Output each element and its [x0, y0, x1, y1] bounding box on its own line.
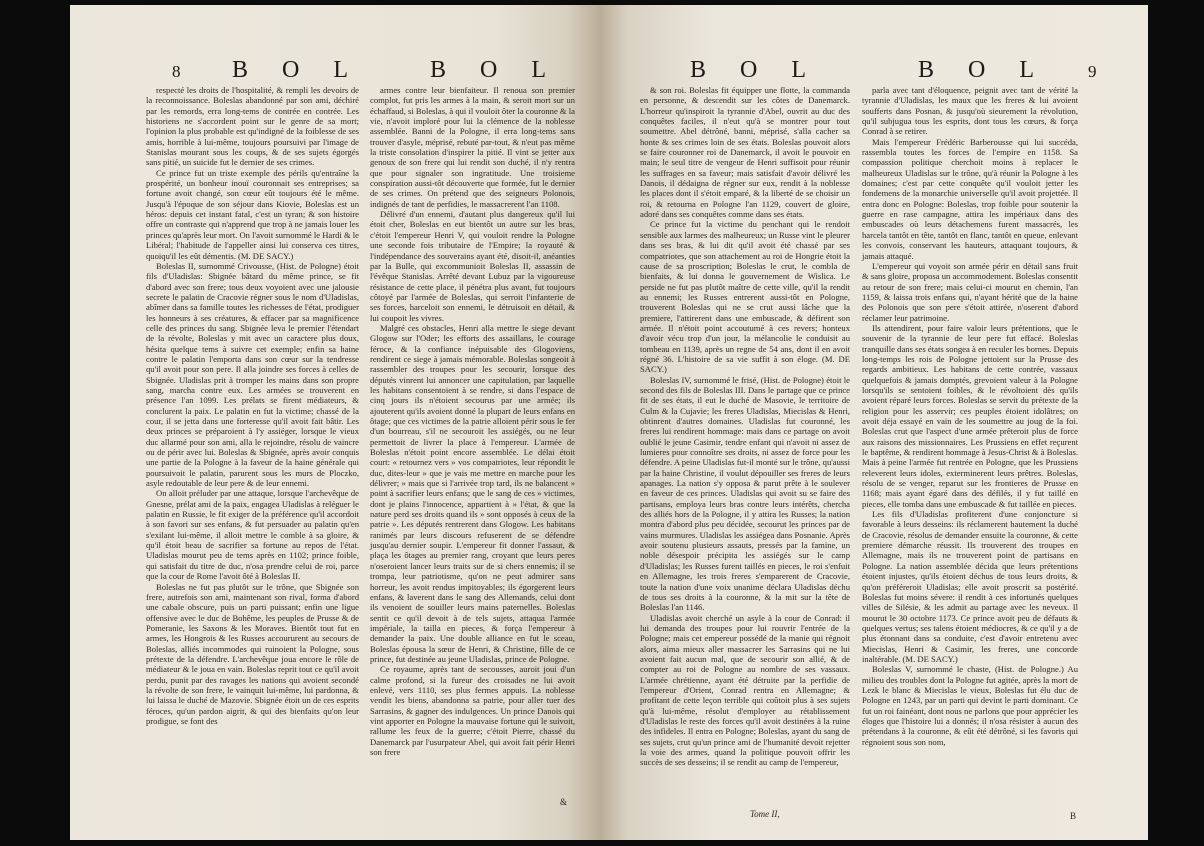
paragraph: armes contre leur bienfaiteur. Il renoua son premier complot, fut pris les armes à la main, & seroit mort sur un échaffaud, si Boleslas, à qui il vouloit ôter la couronne & la vie, n'avoit imploré pour lui la clémence de la noblesse assemblée. Banni de la Pologne, il erra long-tems sans trouver d'asyle, méprisé, rebuté par-tout, & n'eut pas même la triste consolation d'inspirer la pitié. Il vint se jetter aux genoux de son frere qui lui rendit son duché, il n'y rentra que pour signaler son ingratitude. Une troisieme conspiration aussi-tôt découverte que formée, fut le dernier de ses crimes. On prétend que des seigneurs Polonois, indignés de tant de perfidies, le massacrerent l'an 1108. — [370, 85, 575, 209]
paragraph: Uladislas avoit cherché un asyle à la cour de Conrad: il lui demanda des troupes pour lui rouvrir l'entrée de la Pologne; mais cet empereur possédé de la manie qui régnoit alors, aima mieux aller massacrer les Sarrasins qui ne lui avoient fait aucun mal, que de secourir son allié, & de compter au roi de Pologne au nombre de ses vassaux. L'armée chrétienne, ayant été détruite par la perfidie de l'empereur d'Orient, Conrad rentra en Allemagne; & profitant de cette leçon terrible qui coûtoit plus à ses sujets qu'à lui-même, résolut d'employer au rétablissement d'Uladislas le reste des forces qu'il avoit destinées à la ruine des infideles. Il entra en Pologne; Boleslas, ayant du sang de ses sujets, crut qu'un prince ami de l'humanité devoit rejetter la voie des armes, quand la politique pouvoit offrir les succès de ses desseins; il se rendit au camp de l'empereur, — [640, 612, 850, 768]
paragraph: Mais l'empereur Frédéric Barberousse qui lui succéda, rassembla toutes les forces de l'empire en 1158. Sa compassion politique cherchoit moins à replacer le malheureux Uladislas sur le trône, qu'à réunir la Pologne à les domaines; c'est par cette conquête qu'il vouloit jetter les fondemens de la monarchie universelle qu'il avoit projettée. Il entra donc en Pologne: Boleslas, trop foible pour soutenir la guerre en rase campagne, attira les impériaux dans des embuscades où leurs détachemens furent massacrés, les harcela tantôt en tête, tantôt en flanc, tantôt en queue, enlevant les convois, conservant les hauteurs, attaquant toujours, & jamais attaqué. — [862, 136, 1078, 261]
right-page — [600, 5, 1148, 840]
paragraph: L'empereur qui voyoit son armée périr en détail sans fruit & sans gloire, proposa un accommodement. Boleslas consentit au retour de son frere; mais celui-ci mourut en chemin, l'an 1159, & laissa trois enfans qui, n'ayant hérité que de la haine des Polonois que son pere s'étoit attirée, n'oserent d'abord réclamer leur patrimoine. — [862, 260, 1078, 323]
paragraph: Ils attendirent, pour faire valoir leurs prétentions, que le souvenir de la tyrannie de leur pere fut effacé. Boleslas tranquille dans ses états songea à en reculer les bornes. Depuis long-temps les rois de Pologne jettoient sur la Prusse des regards ambitieux. Les habitans de cette contrée, vassaux quelquefois & jamais domptés, grevoient valeur à la Pologne lorsqu'ils se sentoient foibles, & le révoltoient dès qu'ils avoient réparé leurs forces. Boleslas se servit du prétexte de la religion pour les asservir; ces peuples étoient idolâtres; on avoit déja essayé en vain de les soumettre au joug de la foi. Boleslas crut que l'aspect d'une armée prêteroit plus de force aux raisons des missionnaires. Les Prussiens en effet reçurent le baptême, & rendirent hommage à Jesus-Christ & à Boleslas. Mais à peine l'armée fut rentrée en Pologne, que les Prussiens releverent leurs idoles, exterminerent leurs prêtres. Boleslas, résolu de se venger, reparut sur les frontieres de Prusse en 1168; mais ayant égaré dans des défilés, il y fut taillé en pieces, elle tomba dans une embuscade & fut taillée en pieces. — [862, 322, 1078, 509]
catchword: B — [1070, 811, 1077, 821]
running-head: B O L — [918, 57, 1048, 83]
left-page — [70, 5, 600, 840]
paragraph: Boleslas IV, surnommé le frisé, (Hist. de Pologne) étoit le second des fils de Boleslas III. Dans le partage que ce prince fit de ses états, il eut le duché de Masovie, le territoire de Culm & la Cujavie; les freres Uladislas, Miecislas & Henri, obtinrent d'autres domaines. Uladislas fut couronné, les freres lui rendirent hommage: mais dans ce partage on avoit oublié le jeune Casimir, tendre enfant qui n'avoit ni assez de lumieres pour connoître ses droits, ni assez de force pour les défendre. A peine Uladislas fut-il monté sur le trône, qu'aussi par la haine Christine, il voulut dépouiller ses freres de leurs apanages. La nation s'y opposa & parut prête à le soulever en faveur de ces princes. Uladislas qui avoit su se faire des partisans, employa leurs bras contre leurs intérêts, chercha des alliés hors de la Pologne, il y attira les Russes; la nation montra d'abord plus peu décidée, secourut les princes par de vains murmures. Uladislas les assiégea dans Posnanie. Après avoir soutenu plusieurs assauts, pressés par la famine, un noble désespoir précipita les assiégés sur le camp d'Uladislas; les Russes furent taillés en pieces, le roi s'enfuit en Allemagne, les trois freres s'emparerent de Cracovie, toute la nation d'une voix unanime déclara Uladislas déchu de tous ses droits à la couronne, & la mit sur la tête de Boleslas l'an 1146. — [640, 374, 850, 613]
text-column-left — [146, 85, 359, 726]
paragraph: Délivré d'un ennemi, d'autant plus dangereux qu'il lui étoit cher, Boleslas en eut bientôt un autre sur les bras, c'étoit l'empereur Henri V, qui vouloit rendre la Pologne une seconde fois tributaire de l'Empire; la royauté & l'indépendance des souverains ayant été, disoit-il, anéanties par la Bulle, qui excommunioit Boleslas II, assassin de l'évêque Stanislas. Arrêté devant Lubuz par la vigoureuse résistance de cette place, il pénétra plus avant, fut toujours côtoyé par l'armée de Boleslas, qui serroit l'infanterie de ses forces, harceloit son ennemi, le détruisoit en détail, & lui coupoit les vivres. — [370, 209, 575, 323]
paragraph: Les fils d'Uladislas profiterent d'une conjoncture si favorable à leurs desseins: ils réclamerent hautement la duché de Cracovie, résolus de demander ensuite la couronne, & cette premiere démarche réussit. Ils trouverent des troupes en Allemagne, mais ils ne trouverent point de partisans en Pologne. La nation assemblée décida que leurs prétentions étoient injustes, qu'ils étoient déchus de tous leurs droits, & qu'on préféreroit Uladislas; elle avoit proscrit sa postérité. Boleslas fut moins sévere: il rendit à ces infortunés quelques villes de Silésie, & les admit au partage avec les neveux. Il mourut le 30 octobre 1173. Ce prince avoit peu de défauts & quelques vertus; ses talens étoient médiocres, & ce qu'il y a de plus étonnant dans sa conduite, c'est d'avoir entretenu avec Miecislas, Henri & Casimir, les freres, une concorde inaltérable. (M. DE SACY.) — [862, 509, 1078, 664]
running-head: B O L — [430, 57, 560, 83]
paragraph: Malgré ces obstacles, Henri alla mettre le siege devant Glogow sur l'Oder; les efforts des assaillans, le courage féroce, & la confiance inépuisable des Glogoviens, rendirent ce siege à jamais mémorable. Boleslas songeoit à rassembler des troupes pour les secourir, lorsque des députés vinrent lui annoncer une capitulation, par laquelle les habitans consentoient à se rendre, si dans l'espace de cinq jours ils n'étoient secourus par une armée; ils ajouterent qu'ils avoient donné la plupart de leurs enfans en ôtage; que ces victimes de la patrie alloient périr sous le fer d'un bourreau, s'il ne secouroit les assiégés, ou ne leur permettoit de livrer la place à l'empereur. L'armée de Boleslas n'étoit point encore assemblée. Le délai étoit court: « retournez vers » vos compatriotes, leur répondit le duc, dites-leur » que je vais me mettre en marche pour les délivrer; » mais que si l'arrivée trop tard, ils ne balancent » point à sacrifier leurs enfans; que le sang de ces » victimes, dont je plains l'innocence, appartient à » l'état, & que la nature perd ses droits quand ils » sont opposés à ceux de la patrie ». Les députés rentrerent dans Glogow. Les habitans ranimés par leurs discours refuserent de se défendre jusqu'au dernier soupir. L'empereur fit donner l'assaut, & plaça les ôtages au premier rang, croyant que leurs peres n'oseroient lancer leurs traits sur de si chers ennemis; il se trompa, leur patriotisme, qu'on ne peut admirer sans horreur, les avoit rendus impitoyables; ils égorgerent leurs enfans, & laverent dans le sang des Allemands, celui dont ils venoient de souiller leurs mains paternelles. Boleslas sentit ce qu'il devoit à de tels sujets, attaqua l'armée impériale, la tailla en pieces, & força l'empereur à demander la paix. Une double alliance en fut le sceau, Boleslas épousa la sœur de Henri, & Christine, fille de ce prince, fut destinée au jeune Uladislas, prince de Pologne. — [370, 322, 575, 664]
paragraph: Ce royaume, après tant de secousses, auroit joui d'un calme profond, si la fureur des croisades ne lui avoit enlevé, vers 1110, ses plus fermes appuis. La noblesse vendit les biens, abandonna sa patrie, pour aller tuer des Sarrasins, & gagner des indulgences. Un prince Danois qui vint apporter en Pologne la mauvaise fortune qui le suivoit, rallume les feux de la guerre; c'étoit Pierre, chassé du Danemarck par l'usurpateur Abel, qui avoit fait périr Henri son frere — [370, 664, 575, 757]
paragraph: & son roi. Boleslas fit équipper une flotte, la commanda en personne, & descendit sur les côtes de Danemarck. L'horreur qu'inspiroit la tyrannie d'Abel, ouvrit au duc des conquêtes faciles, il n'eut qu'à se montrer pour tout soumettre. Abel détrôné, banni, méprisé, s'alla cacher sa honte & ses crimes loin de ses états. Boleslas pouvoit alors se faire couronner roi de Danemarck, il avoit le pouvoir en main; le seul titre de vengeur de Henri suffisoit pour réunir les suffrages en sa faveur; mais satisfait d'avoir délivré les Danois, il dédaigna de régner sur eux, rendit à la noblesse les places dont il s'étoit emparé, & la liberté de se choisir un roi, & retourna en Pologne l'an 1129, couvert de gloire, adoré dans ses conquêtes comme dans ses états. — [640, 85, 850, 220]
text-column-left — [640, 85, 850, 768]
text-column-right — [862, 85, 1078, 747]
paragraph: Ce prince fut un triste exemple des périls qu'entraîne la prospérité, un bonheur inouï couronnait ses entreprises; sa fortune avoit changé, son cœur eût toujours été le même. Jusqu'à l'époque de son séjour dans Kiovie, Boleslas est un héros: depuis cet instant fatal, c'est un tyran; & son histoire offre un contraste qui n'apprend que trop à ne jamais louer les princes qu'après leur mort. On l'avoit surnommé le Hardi & le Libéral; l'habitude de l'appeller ainsi lui conserva ces titres, quoiqu'il les eût démentis. (M. DE SACY.) — [146, 167, 359, 261]
book-spread — [70, 5, 1148, 840]
running-head: B O L — [232, 57, 362, 83]
running-head: B O L — [690, 57, 820, 83]
paragraph: respecté les droits de l'hospitalité, & rempli les devoirs de la reconnoissance. Boleslas abandonné par son ami, déchiré par les remords, erra long-tems de contrée en contrée. Les historiens ne s'accordent point sur le genre de sa mort; l'opinion la plus probable est qu'indigné de la foiblesse de ses amis, horrible à lui-même, toujours poursuivi par l'image de Stanislas mourant sous les coups, & de ses sujets égorgés sans pitié, un suicide fut le dernier de ses crimes. — [146, 85, 359, 168]
paragraph: On alloit préluder par une attaque, lorsque l'archevêque de Gnesne, prélat ami de la paix, engagea Uladislas à reléguer le palatin en Russie, le fit exiger de la préférence qu'il accordoit à son favori sur ses enfans, & fut persuader au palatin qu'en s'exilant lui-même, il alloit mettre le comble à sa gloire, & qu'il étoit beau de sacrifier sa fortune au repos de l'état. Uladislas mourut peu de tems après en 1102; prince foible, qui satisfait du titre de duc, n'osa prendre celui de roi, parce que la cour de Rome l'avoit ôté à Boleslas II. — [146, 488, 359, 582]
paragraph: Boleslas ne fut pas plutôt sur le trône, que Sbignée son frere, autrefois son ami, maintenant son rival, forma d'abord une cabale obscure, puis un parti puissant; enfin une ligue offensive avec le duc de Bohême, les peuples de Prusse & de Pomeranie, les Saxons & les Moraves. Bientôt tout fut en armes, les Hongrois & les Russes accoururent au secours de Boleslas, alliés incommodes qui ruinoient la Pologne, sous prétexte de la défendre. L'archevêque joua encore le rôle de médiateur & le joua en vain. Boleslas reprit tout ce qu'il avoit perdu, punit par des ravages les nations qui avoient secondé la révolte de son frere, le vainquit lui-même, lui pardonna, & lui laissa le duché de Mazovie. Sbignée étoit un de ces esprits féroces, qu'un pardon aigrit, & qui des bienfaits qu'on leur prodigue, se font des — [146, 581, 359, 726]
page-number: 9 — [1088, 62, 1097, 81]
signature-mark: Tome II, — [750, 809, 780, 819]
paragraph: Ce prince fut la victime du penchant qui le rendoit sensible aux larmes des malheureux; un Russe vint le pleurer dans ses bras, & lui dit qu'il avoit été chassé par ses compatriotes, que son attachement au roi de Hongrie étoit la cause de sa proscription; Boleslas le crut, le combla de bienfaits, & lui donna le gouvernement de Wislica. Le perside ne fut pas plutôt maître de cette ville, qu'il la rendit au ennemi; les Russes entrerent aussi-tôt en Pologne, trouverent Boleslas qui ne se crut aussi lâche que la premiere, l'attirerent dans une embuscade, & défirent son armée. Il n'étoit point accoutumé à ces revers; honteux d'avoir vécu trop d'un jour, la mélancolie le conduisit au tombeau en 1139, après un regne de 54 ans, dont il en avoit régné 36. L'histoire de sa vie suffit à son éloge. (M. DE SACY.) — [640, 219, 850, 375]
paragraph: Boleslas V, surnommé le chaste, (Hist. de Pologne.) Au milieu des troubles dont la Pologne fut agitée, après la mort de Lezk le blanc & Miecislas le vieux, Boleslas fut élu duc de Pologne en 1243, par un parti qui devint le parti dominant. Ce fut un roi fainéant, dont nous ne parlons que pour apprécier les éloges que l'histoire lui a donnés; il n'osa résister à aucun des prétendans à la couronne, & eût été détrôné, si les favoris qui régnoient sous son nom, — [862, 664, 1078, 747]
text-column-right — [370, 85, 575, 757]
paragraph: Boleslas II, surnommé Crivousse, (Hist. de Pologne) étoit fils d'Uladislas: Sbignée bâtard du même prince, se fit d'abord avec son frere; tous deux voyoient avec une jalousie secrete le palatin de Cracovie régner sous le nom d'Uladislas, abîmer dans sa famille toutes les richesses de l'état, prodiguer les honneurs à ses créatures, & effacer par sa magnificence celle des princes du sang. Sbignée leva le premier l'étendart de la révolte, Boleslas y mit avec un caractere plus doux, hésita quelque tems à suivre cet exemple; enfin sa haine contre le palatin l'emporta dans son cœur sur la tendresse qu'il avoit pour son pere. Il alla joindre ses forces à celles de Sbignée. Uladislas prit à tromper les mains dans son propre sang, marcha contre eux. Les armées se trouverent en présence l'an 1099. Les prélats se firent médiateurs, & conclurent la paix. Le palatin en fut la victime; chassé de la cour, il se jetta dans une forteresse qu'il avoit fait bâtir. Les deux princes se préparoient à l'y assiéger, lorsque le vieux duc allarmé pour son ami, alla le rejoindre, résolu de vaincre ou de périr avec lui. Boleslas & Sbignée, après avoir conquis une partie de la Pologne à la faveur de la haine générale qui poursuivoit le palatin, parurent sous les murs de Ploczko, asyle redoutable de leur pere & de leur ennemi. — [146, 260, 359, 489]
paragraph: parla avec tant d'éloquence, peignit avec tant de vérité la tyrannie d'Uladislas, les maux que les freres & lui avoient soufferts dans Posnan, & jusqu'où sieurement la révolution, qu'il subjugua tous les esprits, dont tous les cœurs, & força Conrad à se retirer. — [862, 85, 1078, 137]
page-number: 8 — [172, 62, 181, 81]
catchword: & — [560, 797, 568, 807]
